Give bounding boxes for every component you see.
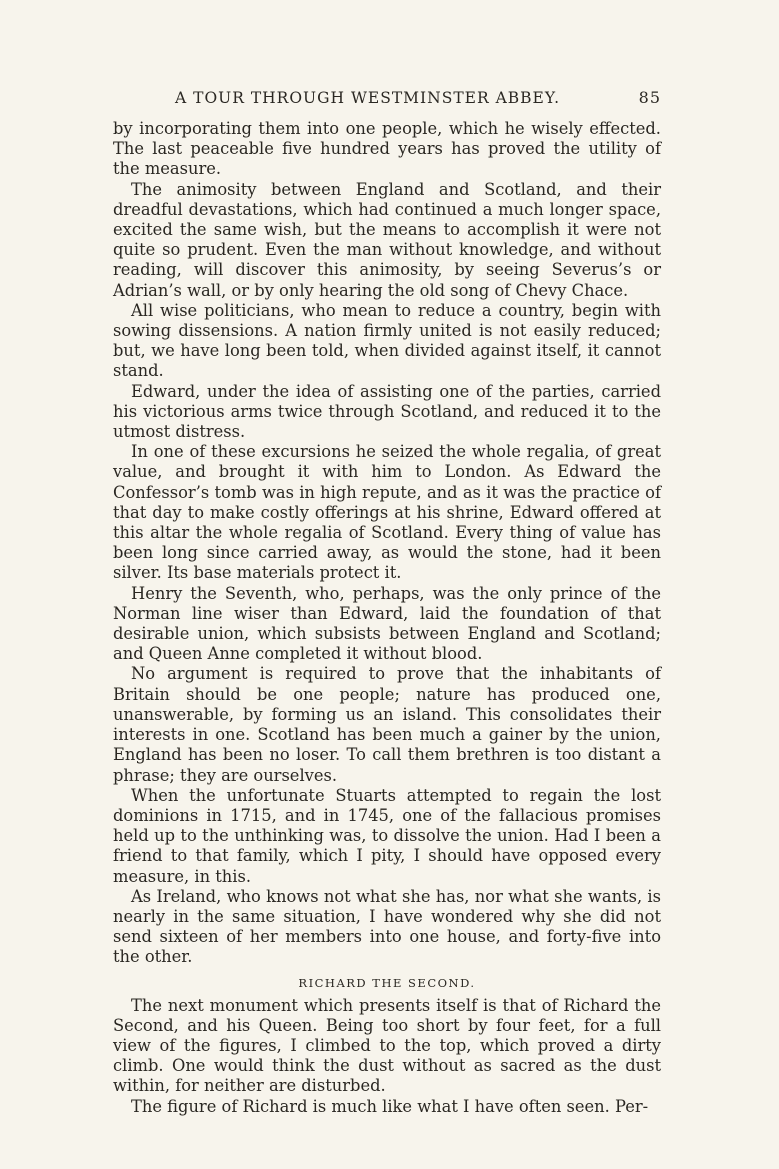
paragraph: Edward, under the idea of assisting one of the parties, carried his victorious arms twice through Scotland, and reduced it to the utmost distress. (113, 381, 661, 442)
paragraph: No argument is required to prove that the inhabitants of Britain should be one people; nature has produced one, unanswerable, by forming us an island. This consolidates their interests in one. Scotland has been much a gainer by the union, England has been no loser. To call them brethren is too distant a phrase; they are ourselves. (113, 664, 661, 785)
paragraph: Henry the Seventh, who, perhaps, was the only prince of the Norman line wiser than Edward, laid the foundation of that desirable union, which subsists between England and Scotland; and Queen Anne completed it without blood. (113, 583, 661, 664)
paragraph: When the unfortunate Stuarts attempted to regain the lost dominions in 1715, and in 1745, one of the fallacious promises held up to the unthinking was, to dissolve the union. Had I been a friend to that family, which I pity, I should have opposed every measure, in this. (113, 785, 661, 886)
page-number: 85 (638, 88, 661, 107)
paragraph: The figure of Richard is much like what I have often seen. Per- (131, 1096, 649, 1116)
paragraph: The animosity between England and Scotland, and their dreadful devastations, which had continued a much longer space, excited the same wish, but the means to accomplish it were not quite so prudent. Even the man without knowledge, and without reading, will discover this animosity, by seeing Severus’s or Adrian’s wall, or by only hearing the old song of Chevy Chace. (113, 179, 661, 300)
book-page (113, 88, 661, 1117)
paragraph: As Ireland, who knows not what she has, nor what she wants, is nearly in the same situation, I have wondered why she did not send sixteen of her members into one house, and forty-five into the other. (113, 886, 661, 967)
section-heading: RICHARD THE SECOND. (298, 975, 476, 990)
running-header (113, 88, 661, 107)
paragraph: by incorporating them into one people, which he wisely effected. The last peaceable five hundred years has proved the utility of the measure. (113, 119, 661, 179)
paragraph: In one of these excursions he seized the whole regalia, of great value, and brought it with him to London. As Edward the Confessor’s tomb was in high repute, and as it was the practice of that day to make costly offerings at his shrine, Edward offered at this altar the whole regalia of Scotland. Every thing of value has been long since carried away, as would the stone, had it been silver. Its base materials protect it. (113, 442, 661, 583)
page-body (113, 119, 661, 1117)
paragraph: The next monument which presents itself is that of Richard the Second, and his Queen. Being too short by four feet, for a full view of the figures, I climbed to the top, which proved a dirty climb. One would think the dust without as sacred as the dust within, for neither are disturbed. (113, 995, 661, 1096)
running-title: A TOUR THROUGH WESTMINSTER ABBEY. (175, 89, 561, 107)
paragraph: All wise politicians, who mean to reduce a country, begin with sowing dissensions. A nation firmly united is not easily reduced; but, we have long been told, when divided against itself, it cannot stand. (113, 300, 661, 381)
